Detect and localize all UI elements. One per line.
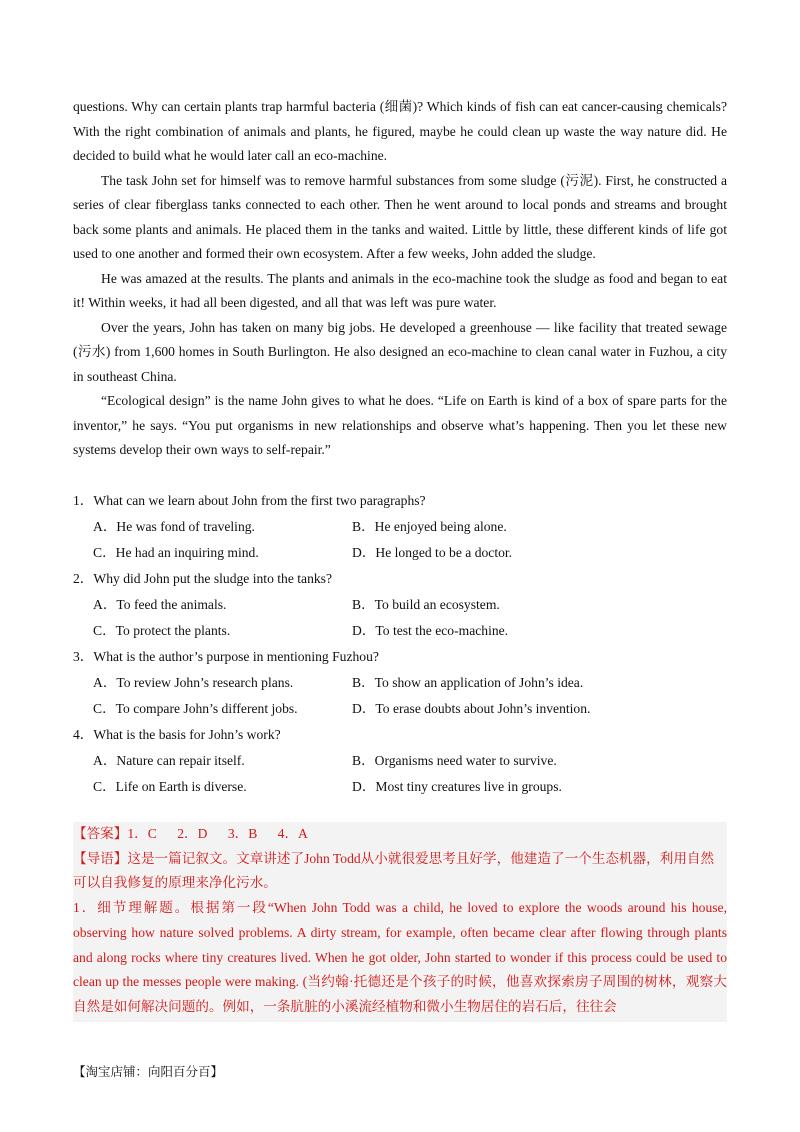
option-b: B．He enjoyed being alone. (352, 519, 507, 534)
question-4 (73, 722, 727, 800)
answer-values: 1．C 2．D 3．B 4．A (127, 826, 308, 841)
option-d: D．To test the eco-machine. (352, 623, 509, 638)
question-list (73, 488, 727, 800)
option-c: C．To compare John’s different jobs. (93, 701, 298, 716)
reading-passage (73, 95, 727, 463)
answer-section (73, 822, 727, 1022)
question-stem: 2．Why did John put the sludge into the tanks? (73, 571, 333, 586)
option-a: A．To review John’s research plans. (93, 675, 294, 690)
option-b: B．Organisms need water to survive. (352, 753, 557, 768)
guide-text: 这是一篇记叙文。文章讲述了John Todd从小就很爱思考且好学，他建造了一个生态机器，利用自然可以自我修复的原理来净化污水。 (73, 850, 715, 891)
question-2 (73, 566, 727, 644)
option-d: D．Most tiny creatures live in groups. (352, 779, 562, 794)
explanation-text: 1．细节理解题。根据第一段“When John Todd was a child, he loved to explore the woods around his house, observing how nature solved problems. A dirty stream, for example, often became clear after flowing through plants and along rocks where tiny creatures lived. When he got older, John started to wonder if this process could be used to clean up the messes people were making. (当约翰·托德还是个孩子的时候，他喜欢探索房子周围的树林，观察大自然是如何解决问题的。例如，一条肮脏的小溪流经植物和微小生物居住的岩石后，往往会 (73, 900, 727, 1014)
option-d: D．He longed to be a doctor. (352, 545, 513, 560)
option-c: C．To protect the plants. (93, 623, 231, 638)
option-c: C．Life on Earth is diverse. (93, 779, 247, 794)
question-stem: 4．What is the basis for John’s work? (73, 727, 281, 742)
question-stem: 1．What can we learn about John from the first two paragraphs? (73, 493, 426, 508)
passage-paragraph-2: The task John set for himself was to remove harmful substances from some sludge (污泥). First, he constructed a series of clear fiberglass tanks connected to each other. Then he went around to local ponds and streams and brought back some plants and animals. He placed them in the tanks and waited. Little by little, these different kinds of life got used to one another and formed their own ecosystem. After a few weeks, John added the sludge. (73, 172, 727, 261)
shop-footer: 【淘宝店铺：向阳百分百】 (73, 1064, 224, 1079)
question-1 (73, 488, 727, 566)
passage-paragraph-1: questions. Why can certain plants trap harmful bacteria (细菌)? Which kinds of fish can eat cancer-causing chemicals? With the right combination of animals and plants, he figured, maybe he could clean up waste the way nature did. He decided to build what he would later call an eco-machine. (73, 99, 727, 163)
option-a: A．Nature can repair itself. (93, 753, 245, 768)
passage-paragraph-3: He was amazed at the results. The plants and animals in the eco-machine took the sludge as food and began to eat it! Within weeks, it had all been digested, and all that was left was pure water. (73, 270, 727, 310)
passage-paragraph-5: “Ecological design” is the name John gives to what he does. “Life on Earth is kind of a box of spare parts for the inventor,” he says. “You put organisms in new relationships and observe what’s happening. Then you let these new systems develop their own ways to self-repair.” (73, 393, 727, 457)
option-b: B．To build an ecosystem. (352, 597, 500, 612)
option-b: B．To show an application of John’s idea. (352, 675, 584, 690)
guide-line (73, 847, 727, 896)
answer-key-line (73, 822, 727, 847)
option-c: C．He had an inquiring mind. (93, 545, 259, 560)
passage-paragraph-4: Over the years, John has taken on many big jobs. He developed a greenhouse — like facility that treated sewage (污水) from 1,600 homes in South Burlington. He also designed an eco-machine to clean canal water in Fuzhou, a city in southeast China. (73, 319, 727, 384)
option-d: D．To erase doubts about John’s invention. (352, 701, 591, 716)
guide-label: 【导语】 (73, 850, 128, 866)
answer-label: 【答案】 (73, 826, 128, 841)
question-3 (73, 644, 727, 722)
option-a: A．He was fond of traveling. (93, 519, 255, 534)
option-a: A．To feed the animals. (93, 597, 227, 612)
question-stem: 3．What is the author’s purpose in mentioning Fuzhou? (73, 649, 379, 664)
